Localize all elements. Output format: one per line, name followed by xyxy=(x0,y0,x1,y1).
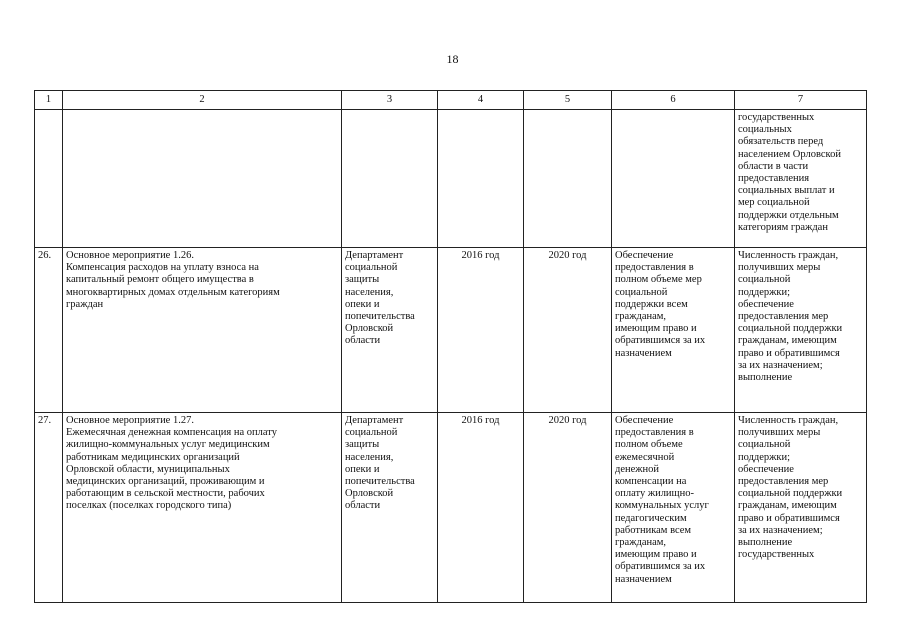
cell-text-line: коммунальных услуг xyxy=(615,500,709,512)
row-number-cell xyxy=(35,248,63,413)
program-table xyxy=(34,90,867,603)
cell-text-line: медицинских организаций, проживающим и xyxy=(66,476,265,488)
cell-text-line: социальных выплат и xyxy=(738,185,835,197)
executor-cell xyxy=(342,248,438,413)
cell-text-line: области в части xyxy=(738,160,809,172)
column-number: 4 xyxy=(438,91,524,110)
cell-text-line: государственных xyxy=(738,549,815,561)
cell-text-line: предоставления мер xyxy=(738,476,829,488)
cell-text: 2016 год xyxy=(461,250,500,261)
cell-text-line: работникам медицинских организаций xyxy=(66,451,240,463)
cell-text-line: выполнение xyxy=(738,537,793,549)
cell-text-line: гражданам, имеющим xyxy=(738,500,837,512)
cell-text-line: гражданам, xyxy=(615,537,667,549)
cell-text: 2020 год xyxy=(548,250,587,261)
cell-text-line: предоставления мер xyxy=(738,311,829,323)
cell-text-line: Основное мероприятие 1.26. xyxy=(66,250,194,261)
executor-cell xyxy=(342,110,438,248)
cell-text-line: назначением xyxy=(615,573,672,585)
cell-text-line: социальной xyxy=(738,439,791,451)
cell-text-line: многоквартирных домах отдельным категориям xyxy=(66,286,280,298)
row-number-cell xyxy=(35,413,63,603)
cell-text-line: назначением xyxy=(615,347,672,359)
cell-text-line: Орловской области, муниципальных xyxy=(66,463,230,475)
expected-result-cell xyxy=(612,248,735,413)
cell-text-line: поддержки отдельным xyxy=(738,209,839,221)
indicators-cell xyxy=(735,110,867,248)
cell-text-line: работающим в сельской местности, рабочих xyxy=(66,488,265,500)
cell-text-line: Численность граждан, xyxy=(738,250,839,261)
row-number-cell xyxy=(35,110,63,248)
cell-text-line: Обеспечение xyxy=(615,250,674,261)
measure-cell xyxy=(63,248,342,413)
expected-result-cell xyxy=(612,110,735,248)
cell-text-line: получивших меры xyxy=(738,427,821,439)
cell-text-line: Ежемесячная денежная компенсация на оплату xyxy=(66,427,277,439)
cell-text-line: педагогическим xyxy=(615,512,687,524)
cell-text-line: обратившимся за их xyxy=(615,335,706,347)
cell-text-line: имеющим право и xyxy=(615,323,697,335)
cell-text-line: Основное мероприятие 1.27. xyxy=(66,415,194,426)
indicators-cell xyxy=(735,248,867,413)
cell-text-line: обеспечение xyxy=(738,463,794,475)
cell-text-line: социальной xyxy=(738,274,791,286)
cell-text-line: населением Орловской xyxy=(738,148,841,160)
cell-text-line: населения, xyxy=(345,286,394,298)
cell-text-line: Численность граждан, xyxy=(738,415,839,426)
cell-text-line: капитальный ремонт общего имущества в xyxy=(66,274,254,286)
cell-text-line: денежной xyxy=(615,463,660,475)
measure-cell xyxy=(63,110,342,248)
cell-text-line: гражданам, xyxy=(615,311,667,323)
cell-text-line: ежемесячной xyxy=(615,451,675,463)
cell-text-line: граждан xyxy=(66,298,104,310)
cell-text: 26. xyxy=(38,250,52,261)
cell-text-line: социальной поддержки xyxy=(738,323,843,335)
cell-text-line: право и обратившимся xyxy=(738,347,840,359)
cell-text-line: попечительства xyxy=(345,311,415,323)
table-row xyxy=(35,413,867,603)
column-number: 6 xyxy=(612,91,735,110)
cell-text-line: поселках (поселках городского типа) xyxy=(66,500,232,512)
cell-text-line: Орловской xyxy=(345,323,394,335)
page-number: 18 xyxy=(446,52,459,66)
cell-text-line: Департамент xyxy=(345,415,404,426)
expected-result-cell xyxy=(612,413,735,603)
cell-text-line: выполнение xyxy=(738,372,793,384)
cell-text-line: обеспечение xyxy=(738,298,794,310)
cell-text-line: области xyxy=(345,335,381,347)
end-year-cell xyxy=(524,110,612,248)
start-year-cell xyxy=(438,110,524,248)
cell-text-line: населения, xyxy=(345,451,394,463)
cell-text-line: Компенсация расходов на уплату взноса на xyxy=(66,262,259,274)
cell-text-line: попечительства xyxy=(345,476,415,488)
cell-text-line: социальной поддержки xyxy=(738,488,843,500)
end-year-cell xyxy=(524,413,612,603)
cell-text-line: государственных xyxy=(738,112,815,123)
cell-text-line: предоставления в xyxy=(615,262,694,274)
column-number: 3 xyxy=(342,91,438,110)
cell-text-line: работникам всем xyxy=(615,524,692,536)
cell-text-line: опеки и xyxy=(345,298,380,310)
cell-text-line: оплату жилищно- xyxy=(615,488,695,500)
cell-text-line: социальной xyxy=(615,286,668,298)
cell-text-line: Орловской xyxy=(345,488,394,500)
cell-text-line: защиты xyxy=(345,274,380,286)
cell-text: 2016 год xyxy=(461,415,500,426)
cell-text-line: получивших меры xyxy=(738,262,821,274)
cell-text: 27. xyxy=(38,415,52,426)
start-year-cell xyxy=(438,413,524,603)
cell-text-line: поддержки всем xyxy=(615,298,688,310)
column-number: 1 xyxy=(35,91,63,110)
cell-text-line: жилищно-коммунальных услуг медицинским xyxy=(66,439,270,451)
indicators-cell xyxy=(735,413,867,603)
cell-text-line: Департамент xyxy=(345,250,404,261)
table-row xyxy=(35,248,867,413)
column-number-row xyxy=(35,91,867,110)
cell-text: 2020 год xyxy=(548,415,587,426)
cell-text-line: области xyxy=(345,500,381,512)
cell-text-line: полном объеме xyxy=(615,439,683,451)
table-row xyxy=(35,110,867,248)
cell-text-line: социальной xyxy=(345,262,398,274)
column-number: 2 xyxy=(63,91,342,110)
cell-text-line: опеки и xyxy=(345,463,380,475)
cell-text-line: поддержки; xyxy=(738,451,791,463)
cell-text-line: имеющим право и xyxy=(615,549,697,561)
column-number: 5 xyxy=(524,91,612,110)
end-year-cell xyxy=(524,248,612,413)
cell-text-line: мер социальной xyxy=(738,197,810,209)
cell-text-line: право и обратившимся xyxy=(738,512,840,524)
measure-cell xyxy=(63,413,342,603)
cell-text-line: защиты xyxy=(345,439,380,451)
cell-text-line: предоставления xyxy=(738,173,810,185)
cell-text-line: социальных xyxy=(738,124,792,136)
cell-text-line: за их назначением; xyxy=(738,359,823,371)
cell-text-line: обратившимся за их xyxy=(615,561,706,573)
cell-text-line: за их назначением; xyxy=(738,524,823,536)
column-number: 7 xyxy=(735,91,867,110)
cell-text-line: полном объеме мер xyxy=(615,274,702,286)
executor-cell xyxy=(342,413,438,603)
cell-text-line: категориям граждан xyxy=(738,221,828,233)
cell-text-line: гражданам, имеющим xyxy=(738,335,837,347)
cell-text-line: социальной xyxy=(345,427,398,439)
cell-text-line: поддержки; xyxy=(738,286,791,298)
cell-text-line: Обеспечение xyxy=(615,415,674,426)
cell-text-line: обязательств перед xyxy=(738,136,824,148)
cell-text-line: компенсации на xyxy=(615,476,687,488)
start-year-cell xyxy=(438,248,524,413)
cell-text-line: предоставления в xyxy=(615,427,694,439)
